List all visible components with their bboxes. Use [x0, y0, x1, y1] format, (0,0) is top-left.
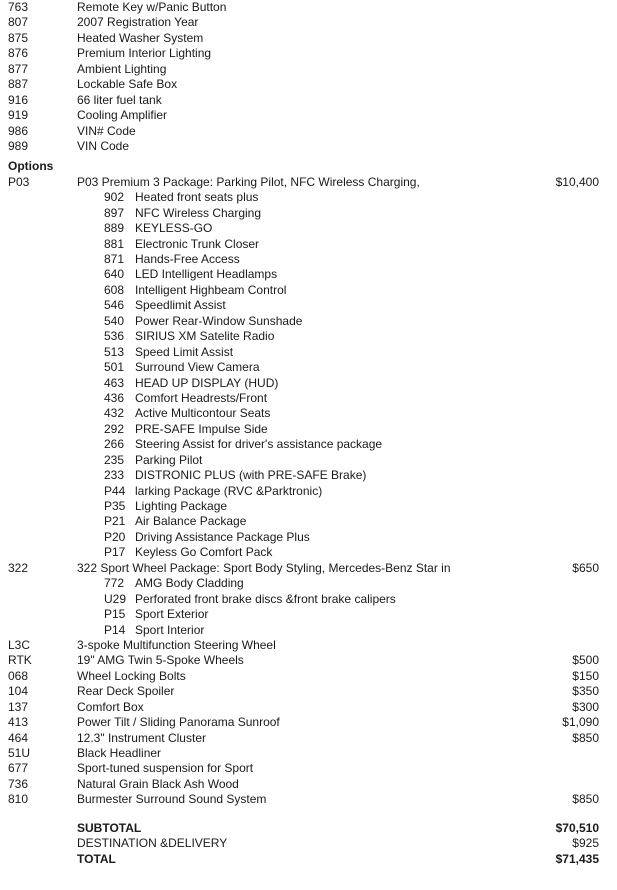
package-item-code: 902: [104, 190, 125, 205]
package-item-code: 897: [104, 205, 125, 220]
package-item-description: KEYLESS-GO: [135, 221, 213, 236]
package-item-code: 536: [104, 329, 125, 344]
option-row: [0, 638, 617, 653]
option-code: 413: [8, 715, 29, 730]
option-description: 3-spoke Multifunction Steering Wheel: [77, 637, 276, 652]
package-item-code: P35: [104, 499, 126, 513]
feature-description: Remote Key w/Panic Button: [77, 0, 227, 14]
feature-code: 989: [8, 138, 29, 153]
package-item-row: [0, 252, 617, 267]
feature-code: 875: [8, 30, 29, 45]
package-item-description: Heated front seats plus: [135, 190, 259, 205]
package-item-code: P44: [104, 483, 126, 498]
option-price: $10,400: [555, 174, 599, 189]
option-description: 12.3" Instrument Cluster: [77, 730, 206, 745]
package-item-description: Speed Limit Assist: [135, 344, 234, 359]
package-item-description: Active Multicontour Seats: [135, 406, 271, 421]
package-item-row: [0, 283, 617, 298]
package-item-code: 871: [104, 252, 125, 266]
package-item-description: Lighting Package: [135, 499, 228, 513]
package-item-row: [0, 376, 617, 391]
feature-row: [0, 108, 617, 123]
package-item-code: 540: [104, 313, 125, 328]
feature-code: 807: [8, 15, 29, 30]
package-item-description: Parking Pilot: [135, 452, 203, 467]
option-price: $500: [572, 653, 599, 668]
feature-code: 877: [8, 61, 29, 76]
option-price: $850: [572, 730, 599, 745]
package-item-row: [0, 468, 617, 483]
package-item-row: [0, 298, 617, 313]
package-item-description: Driving Assistance Package Plus: [135, 529, 310, 544]
option-code: 810: [8, 792, 29, 807]
option-price: $850: [572, 792, 599, 807]
total-value: $70,510: [555, 820, 599, 835]
package-item-code: 608: [104, 282, 125, 297]
total-value: $925: [572, 836, 599, 851]
option-description: P03 Premium 3 Package: Parking Pilot, NFC Wireless Charging,: [77, 174, 420, 189]
package-item-description: Steering Assist for driver's assistance package: [135, 437, 383, 452]
option-description: Rear Deck Spoiler: [77, 684, 175, 699]
package-item-row: [0, 545, 617, 560]
option-description: Comfort Box: [77, 699, 144, 714]
option-code: 104: [8, 684, 29, 699]
total-row: [0, 821, 617, 836]
package-item-row: [0, 345, 617, 360]
feature-code: 916: [8, 92, 29, 107]
total-row: [0, 852, 617, 867]
package-item-code: 436: [104, 390, 125, 405]
feature-code: 887: [8, 77, 29, 92]
package-item-row: [0, 499, 617, 514]
package-item-description: Keyless Go Comfort Pack: [135, 545, 273, 560]
package-item-row: [0, 267, 617, 282]
option-code: 068: [8, 668, 29, 683]
package-item-code: 772: [104, 576, 125, 591]
package-item-description: SIRIUS XM Satelite Radio: [135, 329, 275, 344]
feature-row: [0, 124, 617, 139]
option-row: [0, 761, 617, 776]
package-item-code: 233: [104, 468, 125, 483]
option-price: $650: [572, 560, 599, 575]
option-code: 51U: [8, 746, 31, 760]
feature-code: 876: [8, 46, 29, 61]
option-code: 322: [8, 560, 29, 575]
feature-row: [0, 77, 617, 92]
feature-description: VIN# Code: [77, 123, 136, 138]
package-item-description: Perforated front brake discs &front brake calipers: [135, 591, 396, 606]
option-code: L3C: [8, 637, 31, 652]
package-item-description: DISTRONIC PLUS (with PRE-SAFE Brake): [135, 468, 367, 483]
option-row: [0, 792, 617, 807]
feature-code: 763: [8, 0, 29, 14]
package-item-description: Comfort Headrests/Front: [135, 390, 268, 405]
option-code: 677: [8, 761, 29, 776]
package-item-row: [0, 237, 617, 252]
package-item-description: Sport Exterior: [135, 607, 209, 622]
package-item-row: [0, 530, 617, 545]
option-row: [0, 700, 617, 715]
feature-code: 986: [8, 123, 29, 138]
package-item-code: P14: [104, 622, 126, 637]
option-description: Wheel Locking Bolts: [77, 668, 186, 683]
option-description: Burmester Surround Sound System: [77, 792, 267, 807]
package-item-description: Intelligent Highbeam Control: [135, 282, 287, 297]
option-row: [0, 731, 617, 746]
package-item-code: P15: [104, 607, 126, 622]
option-row: [0, 653, 617, 668]
feature-description: Lockable Safe Box: [77, 77, 178, 92]
package-item-row: [0, 206, 617, 221]
option-price: $300: [572, 699, 599, 714]
package-item-row: [0, 437, 617, 452]
package-item-row: [0, 422, 617, 437]
option-description: Power Tilt / Sliding Panorama Sunroof: [77, 715, 280, 730]
options-heading: Options: [8, 159, 54, 174]
package-item-description: AMG Body Cladding: [135, 576, 244, 591]
totals-section: [0, 821, 617, 867]
package-item-row: [0, 576, 617, 591]
package-item-row: [0, 607, 617, 622]
package-item-code: 235: [104, 452, 125, 467]
package-item-row: [0, 623, 617, 638]
totals-spacer: [0, 808, 617, 821]
package-item-row: [0, 453, 617, 468]
option-code: 736: [8, 776, 29, 791]
package-item-code: P20: [104, 529, 126, 544]
total-row: [0, 836, 617, 851]
feature-description: Ambient Lighting: [77, 61, 167, 76]
option-price: $150: [572, 668, 599, 683]
package-item-description: Air Balance Package: [135, 514, 247, 529]
option-row: [0, 684, 617, 699]
package-item-code: U29: [104, 591, 127, 606]
feature-row: [0, 139, 617, 154]
package-item-row: [0, 329, 617, 344]
option-description: Sport-tuned suspension for Sport: [77, 761, 254, 776]
package-item-description: NFC Wireless Charging: [135, 205, 262, 220]
feature-description: VIN Code: [77, 138, 130, 153]
feature-description: Cooling Amplifier: [77, 108, 168, 123]
package-item-code: 292: [104, 421, 125, 436]
option-row: [0, 777, 617, 792]
feature-description: Premium Interior Lighting: [77, 46, 212, 61]
package-item-row: [0, 406, 617, 421]
option-code: RTK: [8, 653, 32, 668]
feature-row: [0, 31, 617, 46]
feature-row: [0, 93, 617, 108]
package-item-code: 546: [104, 298, 125, 313]
package-item-row: [0, 221, 617, 236]
package-item-description: Sport Interior: [135, 622, 205, 637]
option-description: Natural Grain Black Ash Wood: [77, 776, 239, 791]
package-item-code: 266: [104, 437, 125, 452]
feature-row: [0, 46, 617, 61]
feature-description: 66 liter fuel tank: [77, 92, 162, 107]
package-item-code: 889: [104, 221, 125, 236]
package-item-description: PRE-SAFE Impulse Side: [135, 421, 268, 436]
package-item-row: [0, 314, 617, 329]
options-list: [0, 175, 617, 808]
feature-row: [0, 0, 617, 15]
feature-code: 919: [8, 108, 29, 123]
option-row: [0, 746, 617, 761]
feature-description: Heated Washer System: [77, 30, 204, 45]
option-description: Black Headliner: [77, 746, 162, 760]
total-value: $71,435: [555, 851, 599, 866]
option-code: P03: [8, 174, 30, 189]
option-code: 464: [8, 730, 29, 745]
package-item-code: 513: [104, 344, 125, 359]
package-item-row: [0, 391, 617, 406]
option-code: 137: [8, 699, 29, 714]
package-item-description: LED Intelligent Headlamps: [135, 267, 278, 282]
package-item-row: [0, 484, 617, 499]
option-row: [0, 175, 617, 190]
package-item-code: 881: [104, 236, 125, 251]
total-label: TOTAL: [77, 851, 116, 866]
package-item-description: Surround View Camera: [135, 360, 260, 375]
total-label: SUBTOTAL: [77, 820, 142, 835]
package-item-code: 432: [104, 406, 125, 421]
option-price: $1,090: [562, 715, 599, 730]
option-row: [0, 715, 617, 730]
package-item-row: [0, 592, 617, 607]
feature-row: [0, 62, 617, 77]
option-row: [0, 561, 617, 576]
package-item-description: Hands-Free Access: [135, 252, 240, 266]
package-item-code: P17: [104, 545, 126, 560]
option-price: $350: [572, 684, 599, 699]
package-item-code: P21: [104, 514, 126, 529]
package-item-description: HEAD UP DISPLAY (HUD): [135, 375, 279, 390]
total-label: DESTINATION &DELIVERY: [77, 836, 228, 851]
package-item-description: larking Package (RVC &Parktronic): [135, 483, 323, 498]
package-item-description: Speedlimit Assist: [135, 298, 226, 313]
standard-features-list: [0, 0, 617, 154]
feature-row: [0, 15, 617, 30]
package-item-description: Power Rear-Window Sunshade: [135, 313, 303, 328]
option-description: 19" AMG Twin 5-Spoke Wheels: [77, 653, 244, 668]
package-item-row: [0, 190, 617, 205]
package-item-code: 463: [104, 375, 125, 390]
option-row: [0, 669, 617, 684]
package-item-code: 501: [104, 360, 125, 375]
feature-description: 2007 Registration Year: [77, 15, 199, 30]
package-item-row: [0, 360, 617, 375]
package-item-code: 640: [104, 267, 125, 282]
package-item-row: [0, 514, 617, 529]
option-description: 322 Sport Wheel Package: Sport Body Styling, Mercedes-Benz Star in: [77, 560, 451, 575]
package-item-description: Electronic Trunk Closer: [135, 236, 260, 251]
